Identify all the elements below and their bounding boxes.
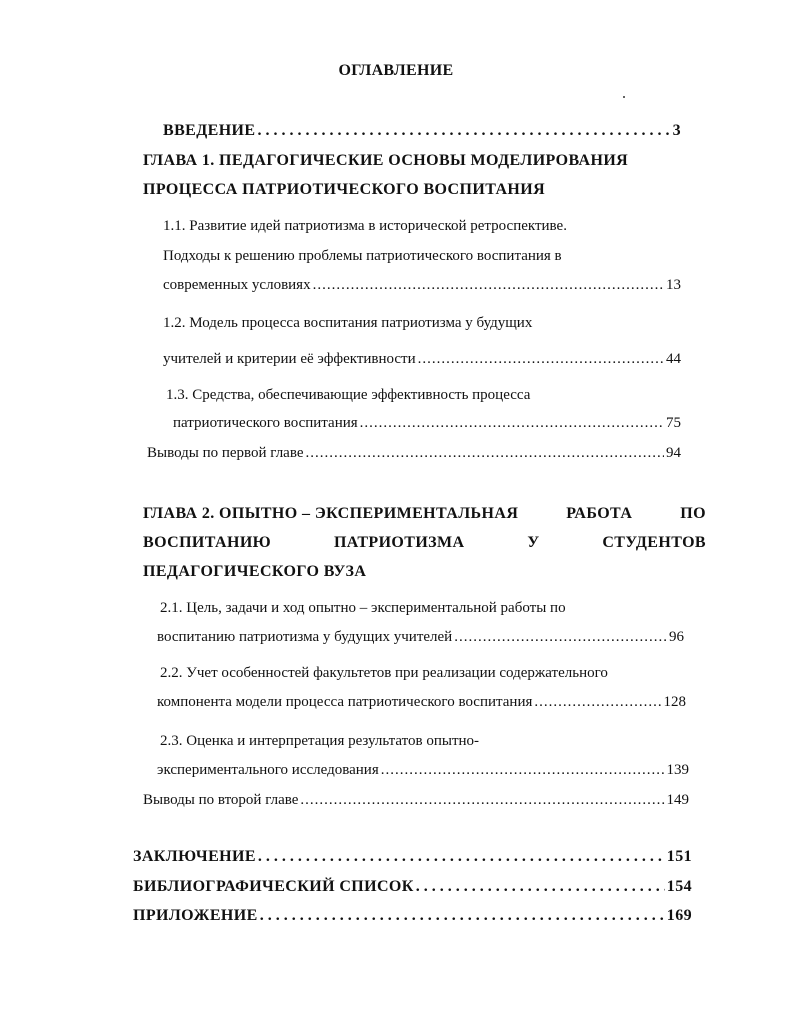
entry-label: экспериментального исследования	[157, 762, 379, 778]
section-2-2-line-1[interactable]: 2.2. Учет особенностей факультетов при реализации содержательного	[160, 665, 608, 681]
dot-leader	[534, 694, 661, 711]
toc-entry-chapter-2-conclusions[interactable]	[143, 792, 689, 809]
entry-label: патриотического воспитания	[173, 415, 358, 431]
page-title: ОГЛАВЛЕНИЕ	[338, 62, 454, 79]
entry-page: 128	[663, 694, 686, 710]
entry-page: 139	[666, 762, 689, 778]
dot-leader	[416, 878, 665, 896]
toc-entry-section-1-3[interactable]	[173, 415, 681, 432]
section-1-3-line-1[interactable]: 1.3. Средства, обеспечивающие эффективность процесса	[166, 387, 531, 403]
toc-entry-section-1-2[interactable]	[163, 351, 681, 368]
title-word: ГЛАВА 2. ОПЫТНО – ЭКСПЕРИМЕНТАЛЬНАЯ	[143, 505, 519, 522]
dot-leader	[454, 629, 667, 646]
dot-leader	[360, 415, 664, 432]
entry-label: ЗАКЛЮЧЕНИЕ	[133, 848, 256, 865]
chapter-2-title-line-2[interactable]	[143, 534, 706, 552]
entry-label: современных условиях	[163, 277, 311, 293]
toc-entry-appendix[interactable]	[133, 907, 692, 925]
entry-page: 3	[672, 122, 681, 139]
title-word: СТУДЕНТОВ	[602, 534, 706, 551]
dot-leader	[381, 762, 665, 779]
section-1-2-line-1[interactable]: 1.2. Модель процесса воспитания патриотизма у будущих	[163, 315, 533, 331]
entry-page: 151	[666, 848, 692, 865]
entry-label: БИБЛИОГРАФИЧЕСКИЙ СПИСОК	[133, 878, 414, 895]
chapter-1-title-line-2[interactable]: ПРОЦЕССА ПАТРИОТИЧЕСКОГО ВОСПИТАНИЯ	[143, 181, 546, 198]
entry-label: учителей и критерии её эффективности	[163, 351, 416, 367]
section-2-3-line-1[interactable]: 2.3. Оценка и интерпретация результатов опытно-	[160, 733, 480, 749]
entry-page: 44	[666, 351, 681, 367]
stray-mark	[623, 96, 625, 98]
toc-entry-conclusion[interactable]	[133, 848, 692, 866]
section-1-1-line-2[interactable]: Подходы к решению проблемы патриотического воспитания в	[163, 248, 562, 264]
entry-page: 96	[669, 629, 684, 645]
title-word: ПО	[680, 505, 706, 522]
dot-leader	[257, 122, 670, 140]
toc-entry-section-2-2[interactable]	[157, 694, 686, 711]
entry-page: 149	[666, 792, 689, 808]
dot-leader	[300, 792, 664, 809]
toc-entry-bibliography[interactable]	[133, 878, 692, 896]
dot-leader	[418, 351, 664, 368]
entry-label: ВВЕДЕНИЕ	[163, 122, 256, 139]
dot-leader	[313, 277, 664, 294]
entry-page: 75	[666, 415, 681, 431]
toc-entry-introduction[interactable]	[163, 122, 681, 140]
entry-label: ПРИЛОЖЕНИЕ	[133, 907, 258, 924]
section-2-1-line-1[interactable]: 2.1. Цель, задачи и ход опытно – экспериментальной работы по	[160, 600, 566, 616]
toc-entry-section-2-1[interactable]	[157, 629, 684, 646]
entry-label: Выводы по второй главе	[143, 792, 299, 808]
title-word: ПАТРИОТИЗМА	[333, 534, 465, 551]
entry-page: 94	[666, 445, 681, 461]
section-1-1-line-1[interactable]: 1.1. Развитие идей патриотизма в исторической ретроспективе.	[163, 218, 567, 234]
title-word: РАБОТА	[566, 505, 633, 522]
toc-entry-section-2-3[interactable]	[157, 762, 689, 779]
dot-leader	[260, 907, 665, 925]
toc-entry-section-1-1[interactable]	[163, 277, 681, 294]
dot-leader	[258, 848, 665, 866]
chapter-2-title-line-3[interactable]: ПЕДАГОГИЧЕСКОГО ВУЗА	[143, 563, 367, 580]
title-word: ВОСПИТАНИЮ	[143, 534, 272, 551]
entry-page: 154	[666, 878, 692, 895]
entry-page: 13	[666, 277, 681, 293]
dot-leader	[306, 445, 665, 462]
entry-page: 169	[666, 907, 692, 924]
toc-entry-chapter-1-conclusions[interactable]	[147, 445, 681, 462]
entry-label: Выводы по первой главе	[147, 445, 304, 461]
title-word: У	[527, 534, 540, 551]
entry-label: компонента модели процесса патриотического воспитания	[157, 694, 533, 710]
chapter-2-title-line-1[interactable]	[143, 505, 706, 523]
entry-label: воспитанию патриотизма у будущих учителей	[157, 629, 453, 645]
chapter-1-title-line-1[interactable]: ГЛАВА 1. ПЕДАГОГИЧЕСКИЕ ОСНОВЫ МОДЕЛИРОВАНИЯ	[143, 152, 629, 169]
